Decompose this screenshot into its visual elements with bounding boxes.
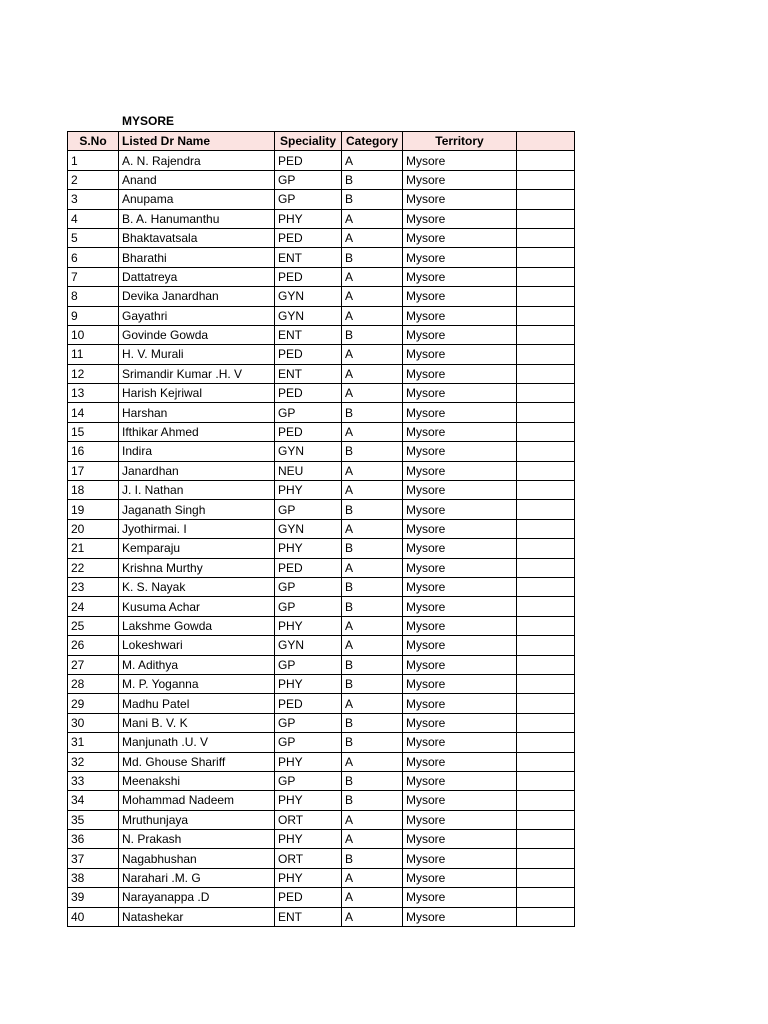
cell-name: Narahari .M. G <box>119 868 275 887</box>
cell-territory: Mysore <box>403 655 517 674</box>
cell-category: A <box>342 868 403 887</box>
cell-speciality: PHY <box>275 481 342 500</box>
cell-territory: Mysore <box>403 674 517 693</box>
cell-blank <box>517 597 575 616</box>
cell-name: Bhaktavatsala <box>119 228 275 247</box>
table-row <box>68 849 575 868</box>
cell-sno: 30 <box>68 713 119 732</box>
cell-territory: Mysore <box>403 403 517 422</box>
table-row <box>68 674 575 693</box>
cell-blank <box>517 151 575 170</box>
cell-name: Mohammad Nadeem <box>119 791 275 810</box>
cell-sno: 20 <box>68 519 119 538</box>
cell-category: A <box>342 481 403 500</box>
cell-territory: Mysore <box>403 170 517 189</box>
cell-blank <box>517 752 575 771</box>
cell-blank <box>517 771 575 790</box>
cell-speciality: PED <box>275 228 342 247</box>
cell-blank <box>517 228 575 247</box>
cell-category: B <box>342 577 403 596</box>
cell-blank <box>517 577 575 596</box>
cell-sno: 19 <box>68 500 119 519</box>
cell-name: K. S. Nayak <box>119 577 275 596</box>
cell-speciality: PHY <box>275 830 342 849</box>
cell-name: J. I. Nathan <box>119 481 275 500</box>
cell-blank <box>517 461 575 480</box>
cell-name: Harish Kejriwal <box>119 384 275 403</box>
cell-name: Harshan <box>119 403 275 422</box>
cell-category: B <box>342 170 403 189</box>
cell-territory: Mysore <box>403 461 517 480</box>
cell-sno: 3 <box>68 190 119 209</box>
cell-territory: Mysore <box>403 481 517 500</box>
cell-sno: 34 <box>68 791 119 810</box>
table-row <box>68 248 575 267</box>
cell-territory: Mysore <box>403 713 517 732</box>
table-row <box>68 190 575 209</box>
cell-sno: 1 <box>68 151 119 170</box>
cell-name: Manjunath .U. V <box>119 733 275 752</box>
cell-category: A <box>342 287 403 306</box>
cell-name: B. A. Hanumanthu <box>119 209 275 228</box>
cell-name: Gayathri <box>119 306 275 325</box>
cell-territory: Mysore <box>403 888 517 907</box>
cell-category: A <box>342 345 403 364</box>
table-row <box>68 170 575 189</box>
cell-sno: 12 <box>68 364 119 383</box>
cell-territory: Mysore <box>403 636 517 655</box>
cell-speciality: GP <box>275 771 342 790</box>
cell-territory: Mysore <box>403 384 517 403</box>
cell-name: Krishna Murthy <box>119 558 275 577</box>
cell-category: B <box>342 442 403 461</box>
cell-blank <box>517 519 575 538</box>
cell-sno: 22 <box>68 558 119 577</box>
cell-sno: 36 <box>68 830 119 849</box>
cell-sno: 16 <box>68 442 119 461</box>
cell-territory: Mysore <box>403 500 517 519</box>
cell-sno: 40 <box>68 907 119 926</box>
cell-blank <box>517 442 575 461</box>
cell-category: A <box>342 636 403 655</box>
cell-sno: 5 <box>68 228 119 247</box>
table-row <box>68 907 575 926</box>
cell-name: Mani B. V. K <box>119 713 275 732</box>
table-row <box>68 888 575 907</box>
cell-category: A <box>342 364 403 383</box>
table-row <box>68 267 575 286</box>
table-row <box>68 539 575 558</box>
cell-name: Devika Janardhan <box>119 287 275 306</box>
table-row <box>68 345 575 364</box>
cell-speciality: PHY <box>275 539 342 558</box>
cell-speciality: PHY <box>275 752 342 771</box>
cell-sno: 37 <box>68 849 119 868</box>
table-row <box>68 481 575 500</box>
cell-blank <box>517 500 575 519</box>
cell-territory: Mysore <box>403 733 517 752</box>
cell-territory: Mysore <box>403 519 517 538</box>
cell-speciality: ENT <box>275 907 342 926</box>
cell-territory: Mysore <box>403 209 517 228</box>
table-row <box>68 558 575 577</box>
cell-sno: 15 <box>68 422 119 441</box>
cell-speciality: GP <box>275 577 342 596</box>
header-category: Category <box>342 132 403 151</box>
cell-category: B <box>342 597 403 616</box>
cell-territory: Mysore <box>403 442 517 461</box>
cell-sno: 10 <box>68 325 119 344</box>
cell-name: Lakshme Gowda <box>119 616 275 635</box>
cell-name: Janardhan <box>119 461 275 480</box>
cell-blank <box>517 733 575 752</box>
cell-sno: 23 <box>68 577 119 596</box>
cell-speciality: GP <box>275 733 342 752</box>
cell-speciality: PHY <box>275 616 342 635</box>
cell-name: M. Adithya <box>119 655 275 674</box>
cell-speciality: GP <box>275 597 342 616</box>
cell-territory: Mysore <box>403 539 517 558</box>
table-row <box>68 461 575 480</box>
cell-territory: Mysore <box>403 694 517 713</box>
cell-sno: 38 <box>68 868 119 887</box>
cell-category: B <box>342 771 403 790</box>
cell-blank <box>517 655 575 674</box>
cell-name: Dattatreya <box>119 267 275 286</box>
cell-category: A <box>342 810 403 829</box>
cell-territory: Mysore <box>403 771 517 790</box>
cell-name: Anand <box>119 170 275 189</box>
cell-blank <box>517 888 575 907</box>
cell-blank <box>517 190 575 209</box>
cell-territory: Mysore <box>403 325 517 344</box>
table-row <box>68 733 575 752</box>
table-row <box>68 228 575 247</box>
table-row <box>68 771 575 790</box>
cell-blank <box>517 209 575 228</box>
cell-territory: Mysore <box>403 810 517 829</box>
cell-category: B <box>342 655 403 674</box>
cell-blank <box>517 364 575 383</box>
cell-territory: Mysore <box>403 345 517 364</box>
cell-territory: Mysore <box>403 422 517 441</box>
cell-blank <box>517 170 575 189</box>
cell-category: A <box>342 752 403 771</box>
header-blank <box>517 132 575 151</box>
cell-sno: 11 <box>68 345 119 364</box>
cell-category: A <box>342 228 403 247</box>
cell-name: Jyothirmai. I <box>119 519 275 538</box>
cell-territory: Mysore <box>403 558 517 577</box>
cell-sno: 7 <box>68 267 119 286</box>
table-row <box>68 694 575 713</box>
table-row <box>68 287 575 306</box>
cell-speciality: GYN <box>275 306 342 325</box>
cell-territory: Mysore <box>403 287 517 306</box>
cell-sno: 31 <box>68 733 119 752</box>
cell-sno: 9 <box>68 306 119 325</box>
cell-blank <box>517 636 575 655</box>
cell-sno: 27 <box>68 655 119 674</box>
cell-territory: Mysore <box>403 228 517 247</box>
cell-territory: Mysore <box>403 597 517 616</box>
cell-sno: 4 <box>68 209 119 228</box>
table-row <box>68 325 575 344</box>
cell-territory: Mysore <box>403 248 517 267</box>
cell-blank <box>517 345 575 364</box>
table-row <box>68 791 575 810</box>
cell-territory: Mysore <box>403 306 517 325</box>
cell-sno: 21 <box>68 539 119 558</box>
cell-sno: 26 <box>68 636 119 655</box>
cell-name: Nagabhushan <box>119 849 275 868</box>
table-row <box>68 306 575 325</box>
cell-name: Kemparaju <box>119 539 275 558</box>
cell-speciality: GYN <box>275 442 342 461</box>
cell-category: B <box>342 849 403 868</box>
cell-sno: 14 <box>68 403 119 422</box>
cell-territory: Mysore <box>403 577 517 596</box>
cell-sno: 18 <box>68 481 119 500</box>
cell-speciality: GP <box>275 500 342 519</box>
cell-category: A <box>342 306 403 325</box>
cell-speciality: GYN <box>275 287 342 306</box>
cell-blank <box>517 267 575 286</box>
cell-blank <box>517 830 575 849</box>
cell-territory: Mysore <box>403 830 517 849</box>
cell-territory: Mysore <box>403 907 517 926</box>
cell-blank <box>517 481 575 500</box>
table-row <box>68 577 575 596</box>
cell-sno: 24 <box>68 597 119 616</box>
cell-speciality: GP <box>275 713 342 732</box>
table-row <box>68 713 575 732</box>
cell-sno: 13 <box>68 384 119 403</box>
cell-speciality: PHY <box>275 209 342 228</box>
cell-speciality: ENT <box>275 364 342 383</box>
cell-speciality: ORT <box>275 849 342 868</box>
cell-category: A <box>342 830 403 849</box>
cell-speciality: PED <box>275 151 342 170</box>
cell-sno: 32 <box>68 752 119 771</box>
cell-speciality: GP <box>275 170 342 189</box>
cell-name: H. V. Murali <box>119 345 275 364</box>
cell-territory: Mysore <box>403 151 517 170</box>
sheet-title: MYSORE <box>122 114 175 128</box>
cell-speciality: NEU <box>275 461 342 480</box>
header-row <box>68 132 575 151</box>
cell-name: A. N. Rajendra <box>119 151 275 170</box>
table-row <box>68 752 575 771</box>
cell-category: B <box>342 248 403 267</box>
cell-name: Md. Ghouse Shariff <box>119 752 275 771</box>
cell-speciality: PED <box>275 888 342 907</box>
cell-speciality: ENT <box>275 248 342 267</box>
cell-category: A <box>342 384 403 403</box>
cell-category: B <box>342 713 403 732</box>
table-row <box>68 597 575 616</box>
cell-territory: Mysore <box>403 616 517 635</box>
cell-territory: Mysore <box>403 364 517 383</box>
cell-blank <box>517 384 575 403</box>
cell-category: A <box>342 209 403 228</box>
doctor-list-table <box>67 131 575 927</box>
cell-sno: 2 <box>68 170 119 189</box>
cell-sno: 25 <box>68 616 119 635</box>
cell-speciality: GP <box>275 655 342 674</box>
cell-sno: 17 <box>68 461 119 480</box>
cell-name: Lokeshwari <box>119 636 275 655</box>
cell-blank <box>517 403 575 422</box>
cell-blank <box>517 674 575 693</box>
cell-speciality: PED <box>275 422 342 441</box>
table-row <box>68 151 575 170</box>
table-row <box>68 616 575 635</box>
table-row <box>68 442 575 461</box>
table-row <box>68 655 575 674</box>
cell-sno: 29 <box>68 694 119 713</box>
cell-name: Narayanappa .D <box>119 888 275 907</box>
cell-name: Govinde Gowda <box>119 325 275 344</box>
cell-blank <box>517 694 575 713</box>
cell-territory: Mysore <box>403 868 517 887</box>
cell-speciality: GYN <box>275 519 342 538</box>
cell-blank <box>517 713 575 732</box>
cell-sno: 28 <box>68 674 119 693</box>
cell-category: B <box>342 539 403 558</box>
cell-blank <box>517 791 575 810</box>
cell-territory: Mysore <box>403 190 517 209</box>
table-row <box>68 364 575 383</box>
cell-blank <box>517 287 575 306</box>
cell-category: B <box>342 674 403 693</box>
cell-name: Meenakshi <box>119 771 275 790</box>
cell-speciality: PED <box>275 345 342 364</box>
table-row <box>68 636 575 655</box>
cell-category: A <box>342 461 403 480</box>
table-row <box>68 868 575 887</box>
cell-speciality: GP <box>275 190 342 209</box>
cell-speciality: PED <box>275 267 342 286</box>
cell-category: A <box>342 267 403 286</box>
cell-category: A <box>342 694 403 713</box>
cell-blank <box>517 616 575 635</box>
cell-speciality: PHY <box>275 868 342 887</box>
cell-blank <box>517 248 575 267</box>
cell-speciality: ORT <box>275 810 342 829</box>
header-name: Listed Dr Name <box>119 132 275 151</box>
cell-sno: 6 <box>68 248 119 267</box>
cell-blank <box>517 306 575 325</box>
cell-speciality: ENT <box>275 325 342 344</box>
cell-category: B <box>342 403 403 422</box>
cell-category: B <box>342 325 403 344</box>
cell-sno: 33 <box>68 771 119 790</box>
table-row <box>68 519 575 538</box>
cell-speciality: PHY <box>275 791 342 810</box>
cell-territory: Mysore <box>403 752 517 771</box>
cell-category: B <box>342 190 403 209</box>
cell-category: A <box>342 907 403 926</box>
cell-blank <box>517 558 575 577</box>
cell-blank <box>517 868 575 887</box>
table-row <box>68 830 575 849</box>
cell-blank <box>517 539 575 558</box>
table-row <box>68 810 575 829</box>
cell-category: A <box>342 422 403 441</box>
cell-category: A <box>342 616 403 635</box>
header-speciality: Speciality <box>275 132 342 151</box>
cell-blank <box>517 422 575 441</box>
cell-territory: Mysore <box>403 849 517 868</box>
cell-speciality: GP <box>275 403 342 422</box>
header-territory: Territory <box>403 132 517 151</box>
cell-blank <box>517 849 575 868</box>
cell-name: Indira <box>119 442 275 461</box>
cell-blank <box>517 810 575 829</box>
cell-blank <box>517 325 575 344</box>
cell-name: Srimandir Kumar .H. V <box>119 364 275 383</box>
cell-speciality: PHY <box>275 674 342 693</box>
cell-category: B <box>342 733 403 752</box>
cell-blank <box>517 907 575 926</box>
cell-territory: Mysore <box>403 791 517 810</box>
cell-category: A <box>342 888 403 907</box>
cell-speciality: GYN <box>275 636 342 655</box>
cell-category: B <box>342 500 403 519</box>
cell-name: Jaganath Singh <box>119 500 275 519</box>
cell-name: M. P. Yoganna <box>119 674 275 693</box>
cell-category: B <box>342 791 403 810</box>
cell-category: A <box>342 151 403 170</box>
cell-category: A <box>342 558 403 577</box>
cell-name: Bharathi <box>119 248 275 267</box>
cell-name: Mruthunjaya <box>119 810 275 829</box>
cell-name: Anupama <box>119 190 275 209</box>
table-row <box>68 403 575 422</box>
cell-name: Ifthikar Ahmed <box>119 422 275 441</box>
table-row <box>68 384 575 403</box>
cell-category: A <box>342 519 403 538</box>
cell-sno: 39 <box>68 888 119 907</box>
cell-name: N. Prakash <box>119 830 275 849</box>
cell-speciality: PED <box>275 694 342 713</box>
cell-name: Kusuma Achar <box>119 597 275 616</box>
cell-sno: 35 <box>68 810 119 829</box>
cell-speciality: PED <box>275 558 342 577</box>
table-row <box>68 209 575 228</box>
table-row <box>68 500 575 519</box>
cell-name: Madhu Patel <box>119 694 275 713</box>
table-row <box>68 422 575 441</box>
cell-sno: 8 <box>68 287 119 306</box>
cell-speciality: PED <box>275 384 342 403</box>
cell-territory: Mysore <box>403 267 517 286</box>
header-sno: S.No <box>68 132 119 151</box>
cell-name: Natashekar <box>119 907 275 926</box>
